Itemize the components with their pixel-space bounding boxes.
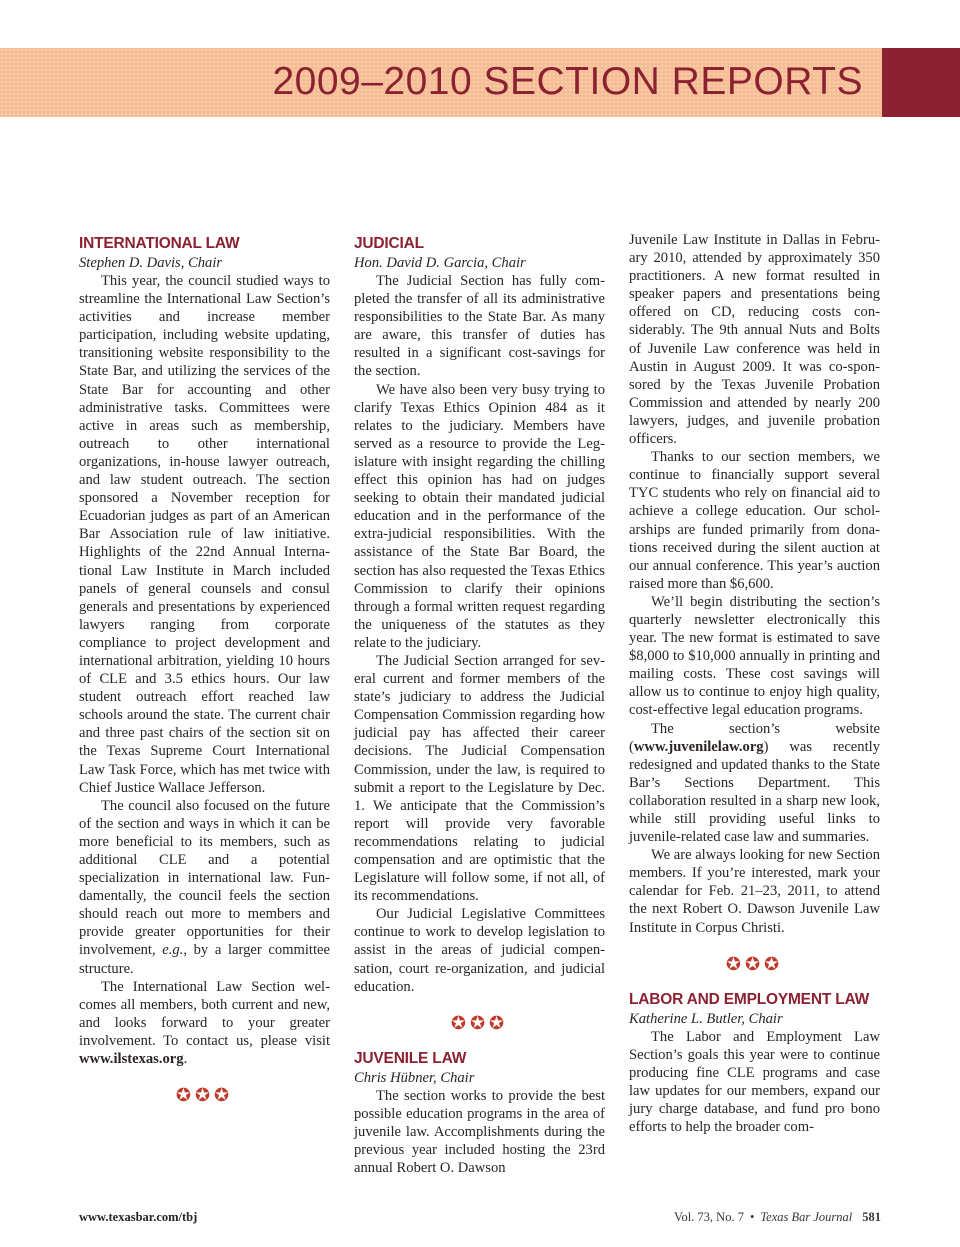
paragraph: The council also focused on the future of the section and ways in which it can be more beneficial to its members, such as additional CLE and a potential specialization in international law. Fundamentally, the council feels the section should reach out more to members and provide greater opportunities for their involvement, e.g., by a larger committee structure.	[79, 797, 330, 977]
paragraph: The section works to provide the best possible education programs in the area of juvenile law. Accomplishments during the previous year included hosting the 23rd annual Robert O. Dawson	[354, 1087, 605, 1177]
footer-bullet: •	[749, 1210, 755, 1224]
paragraph: We’ll begin distributing the section’s quarterly newsletter electronically this year. The new format is estimated to save $8,000 to $10,000 annually in printing and mailing costs. These cost savings will allow us to continue to enjoy high quality, cost-effective legal education programs.	[629, 593, 880, 719]
footer-page-number: 581	[862, 1210, 881, 1224]
footer-volume: Vol. 73, No. 7	[674, 1210, 744, 1224]
paragraph: We have also been very busy trying to clarify Texas Ethics Opinion 484 as it relates to the judiciary. Members have served as a resource to provide the Legislature with insight regarding the chilling effect this opinion has had on judges seeking to obtain their mandated judicial education and in the performance of the extra-judicial responsibilities. With the assistance of the State Bar Board, the section has also requested the Texas Ethics Commission to clarify their opinions through a formal written request regarding the uniqueness of the statutes as they relate to the judiciary.	[354, 381, 605, 651]
section-heading-international-law: INTERNATIONAL LAW	[79, 235, 240, 252]
section-chair-international-law: Stephen D. Davis, Chair	[79, 255, 223, 271]
section-divider-stars-icon: ✪✪✪	[450, 1012, 509, 1033]
paragraph: Juvenile Law Institute in Dallas in February 2010, attended by approximately 350 practitioners. A new format resulted in speaker papers and presentations being offered on CD, reducing costs considerably. The 9th annual Nuts and Bolts of Juvenile Law conference was held in Austin in August 2009. It was co-sponsored by the Texas Juvenile Probation Commission and attended by nearly 200 lawyers, judges, and juvenile probation officers.	[629, 232, 880, 448]
column-1	[79, 231, 330, 1120]
paragraph: Our Judicial Legislative Committees continue to work to develop legislation to assist in the areas of judicial compensation, court re-organization, and judicial education.	[354, 906, 605, 995]
banner-accent-tab	[882, 48, 960, 117]
paragraph: We are always looking for new Section members. If you’re interested, mark your calendar for Feb. 21–23, 2011, to attend the next Robert O. Dawson Juvenile Law Institute in Corpus Christi.	[629, 847, 881, 936]
section-chair-juvenile-law: Chris Hübner, Chair	[354, 1069, 475, 1086]
section-heading-labor-employment-law: LABOR AND EMPLOYMENT LAW	[629, 990, 870, 1008]
section-chair-judicial: Hon. David D. Garcia, Chair	[354, 255, 526, 271]
section-heading-judicial: JUDICIAL	[354, 235, 424, 252]
paragraph: The Judicial Section has fully completed the transfer of all its administrative responsibilities to the State Bar. As many are aware, this transfer of duties has resulted in a significant cost-savings for the section.	[354, 273, 605, 380]
footer-page-info	[674, 1210, 881, 1225]
section-chair-labor-employment-law: Katherine L. Butler, Chair	[629, 1010, 783, 1027]
section-divider-stars-icon: ✪✪✪	[725, 953, 784, 974]
paragraph: The Labor and Employment Law Section’s goals this year were to continue producing fine CLE programs and case law updates for our members, expand our jury charge database, and fund pro bono efforts to help the broader com-	[629, 1028, 880, 1136]
header-banner	[0, 48, 960, 117]
paragraph: The Judicial Section arranged for several current and former members of the state’s judiciary to address the Judicial Compensation Commission regarding how judicial pay has affected their career decisions. The Judicial Compensation Commission, under the law, is required to submit a report to the Legislature by Dec. 1. We anticipate that the Commission’s report will provide very favorable recommendations relating to judicial compensation and are optimistic that the Legislature will follow some, if not all, of its recommendations.	[354, 652, 605, 905]
footer-website-link[interactable]: www.texasbar.com/tbj	[79, 1210, 198, 1224]
section-divider-stars-icon: ✪✪✪	[175, 1085, 234, 1106]
section-heading-juvenile-law: JUVENILE LAW	[354, 1049, 467, 1067]
column-2	[354, 231, 605, 1177]
footer-journal-name: Texas Bar Journal	[760, 1210, 853, 1224]
juvenile-law-website-link[interactable]: www.juvenilelaw.org	[633, 738, 764, 755]
paragraph: This year, the council studied ways to streamline the International Law Section’s activities and increase member participation, including website updating, transitioning website responsibility to the State Bar, and utilizing the services of the State Bar for accounting and other administrative tasks. Committees were active in areas such as membership, outreach to other international organizations, in-house lawyer outreach, and law student outreach. The section sponsored a November reception for Ecuadorian judges as part of an American Bar Association rule of law initiative. Highlights of the 22nd Annual International Law Institute in March included panels of general counsels and consul generals and presentations by experienced lawyers ranging from corporate compliance to project development and international arbitration, yielding 10 hours of CLE and 3.5 ethics hours. Our law student outreach effort reached law schools around the state. The current chair and three past chairs of the section sit on the Texas Supreme Court International Law Task Force, which has met twice with Chief Justice Wallace Jefferson.	[79, 273, 330, 796]
paragraph: Thanks to our section members, we continue to financially support several TYC students who rely on financial aid to achieve a college education. Our scholarships are funded primarily from donations received during the silent auction at our annual conference. This year’s auction raised more than $6,600.	[629, 449, 880, 592]
paragraph: The section’s website (www.juvenilelaw.org) was recently redesigned and updated thanks to the State Bar’s Sections Department. This collaboration resulted in a sharp new look, while still providing useful links to juvenile-related case law and summaries.	[629, 720, 880, 846]
column-3	[629, 231, 880, 1136]
page-title: 2009–2010 SECTION REPORTS	[272, 60, 863, 103]
paragraph: The International Law Section welcomes all members, both current and new, and looks forward to your greater involvement. To contact us, please visit www.ilstexas.org.	[79, 978, 330, 1068]
international-law-website-link[interactable]: www.ilstexas.org	[79, 1051, 184, 1068]
